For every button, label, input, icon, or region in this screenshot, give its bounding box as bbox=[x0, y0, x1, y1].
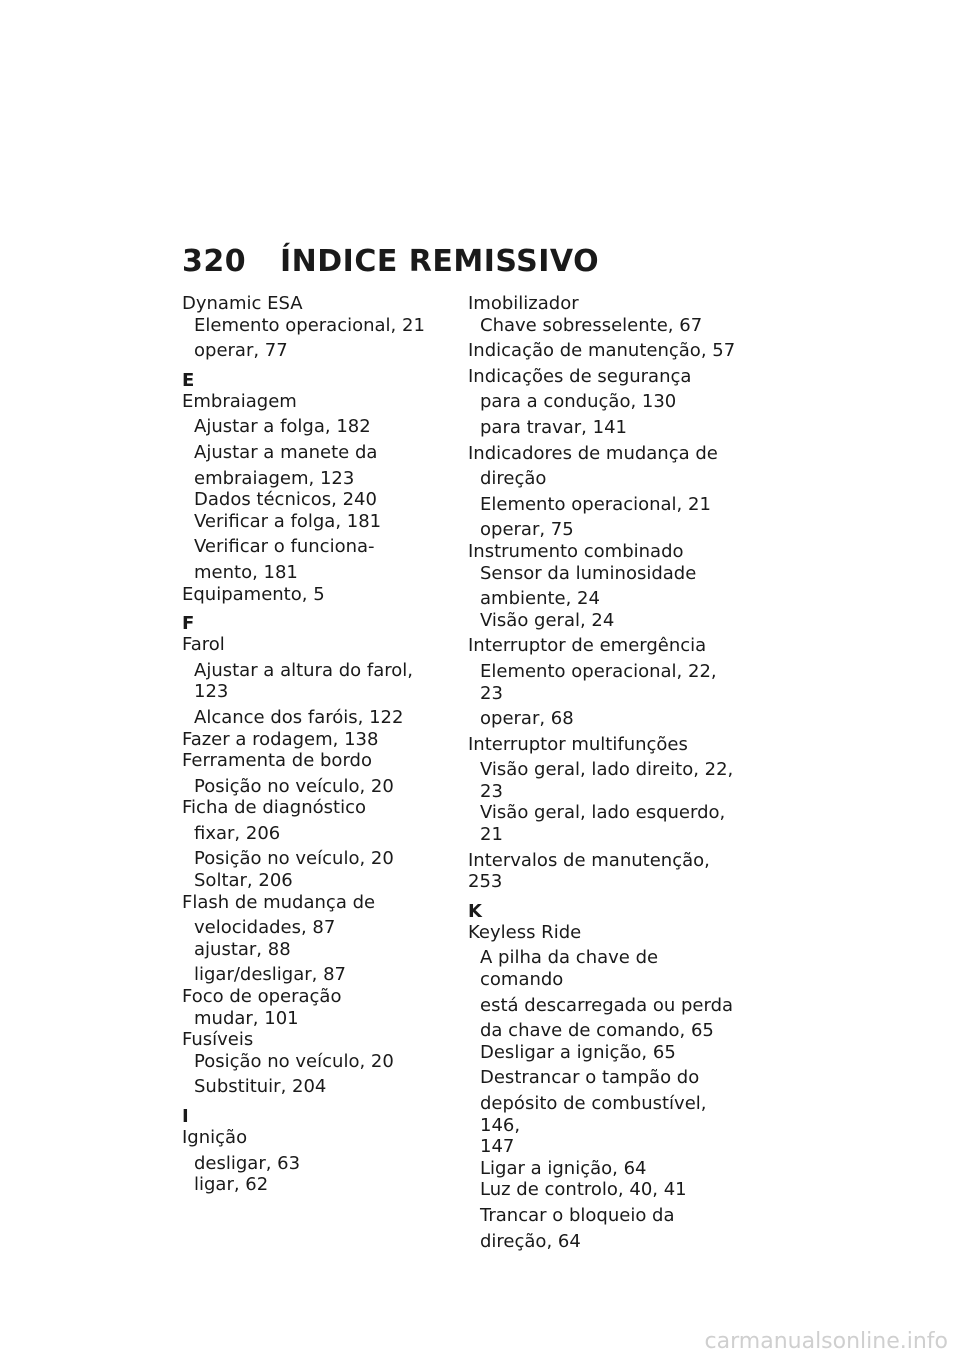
index-subentry: ambiente, 24 bbox=[480, 588, 600, 610]
index-column-right bbox=[468, 293, 738, 1252]
page-title: ÍNDICE REMISSIVO bbox=[280, 244, 600, 279]
index-entry: Embraiagem bbox=[182, 390, 297, 412]
index-entry: Keyless Ride bbox=[468, 921, 582, 943]
index-subentry: mudar, 101 bbox=[194, 1007, 299, 1029]
index-subentry: Visão geral, 24 bbox=[480, 609, 615, 631]
index-subentry: Ajustar a altura do farol, 123 bbox=[194, 659, 413, 703]
index-subentry: Ajustar a folga, 182 bbox=[194, 416, 371, 438]
index-subentry: velocidades, 87 bbox=[194, 917, 336, 939]
index-subentry: embraiagem, 123 bbox=[194, 467, 355, 489]
index-subentry: Dados técnicos, 240 bbox=[194, 489, 377, 511]
index-subentry: está descarregada ou perda bbox=[480, 994, 734, 1016]
index-subentry: Soltar, 206 bbox=[194, 870, 293, 892]
index-entry: Instrumento combinado bbox=[468, 540, 684, 562]
index-subentry: Verificar o funciona- bbox=[194, 536, 375, 558]
index-entry: Fazer a rodagem, 138 bbox=[182, 728, 379, 750]
index-subentry: 23 bbox=[480, 780, 503, 802]
index-subentry: para travar, 141 bbox=[480, 416, 627, 438]
index-entry: Indicadores de mudança de bbox=[468, 442, 718, 464]
index-subentry: Alcance dos faróis, 122 bbox=[194, 706, 404, 728]
index-letter-heading: F bbox=[182, 613, 195, 635]
index-subentry: A pilha da chave de comando bbox=[480, 947, 659, 991]
index-subentry: Posição no veículo, 20 bbox=[194, 848, 394, 870]
index-subentry: Visão geral, lado direito, 22, bbox=[480, 759, 734, 781]
index-subentry: 147 bbox=[480, 1136, 515, 1158]
index-entry: Interruptor de emergência bbox=[468, 635, 707, 657]
index-subentry: da chave de comando, 65 bbox=[480, 1020, 714, 1042]
index-subentry: depósito de combustível, 146, bbox=[480, 1093, 707, 1136]
index-subentry: Luz de controlo, 40, 41 bbox=[480, 1179, 687, 1201]
index-subentry: ligar/desligar, 87 bbox=[194, 964, 347, 986]
index-subentry: ligar, 62 bbox=[194, 1174, 269, 1196]
index-subentry: Visão geral, lado esquerdo, 21 bbox=[480, 802, 726, 846]
index-subentry: para a condução, 130 bbox=[480, 391, 677, 413]
index-column-left bbox=[182, 293, 452, 1196]
index-subentry: operar, 75 bbox=[480, 519, 574, 541]
index-subentry: Ligar a ignição, 64 bbox=[480, 1157, 647, 1179]
index-subentry: Trancar o bloqueio da bbox=[480, 1204, 675, 1226]
index-subentry: operar, 68 bbox=[480, 708, 574, 730]
index-entry: Indicações de segurança bbox=[468, 365, 692, 387]
index-entry: Ignição bbox=[182, 1127, 248, 1148]
index-entry: Ficha de diagnóstico bbox=[182, 797, 366, 819]
index-subentry: Verificar a folga, 181 bbox=[194, 510, 382, 532]
index-entry: Ferramenta de bordo bbox=[182, 750, 372, 772]
watermark: carmanualsonline.info bbox=[704, 1329, 948, 1354]
index-entry: Equipamento, 5 bbox=[182, 583, 325, 605]
index-subentry: Elemento operacional, 22, 23 bbox=[480, 660, 717, 704]
index-subentry: Desligar a ignição, 65 bbox=[480, 1041, 676, 1063]
index-entry: Foco de operação bbox=[182, 986, 342, 1008]
index-letter-heading: K bbox=[468, 900, 482, 922]
index-subentry: direção, 64 bbox=[480, 1230, 581, 1252]
index-subentry: Destrancar o tampão do bbox=[480, 1067, 700, 1089]
index-letter-heading: I bbox=[182, 1106, 189, 1127]
index-subentry: Sensor da luminosidade bbox=[480, 562, 697, 584]
index-entry: Interruptor multifunções bbox=[468, 733, 688, 755]
index-subentry: Substituir, 204 bbox=[194, 1076, 327, 1098]
page-header bbox=[182, 244, 599, 279]
index-entry: Dynamic ESA bbox=[182, 293, 303, 314]
index-entry: Indicação de manutenção, 57 bbox=[468, 340, 736, 362]
index-subentry: Elemento operacional, 21 bbox=[194, 314, 425, 336]
index-subentry: Posição no veículo, 20 bbox=[194, 775, 394, 797]
index-entry: Flash de mudança de bbox=[182, 891, 376, 913]
index-subentry: Elemento operacional, 21 bbox=[480, 493, 711, 515]
index-entry: Fusíveis bbox=[182, 1029, 254, 1051]
index-subentry: direção bbox=[480, 468, 547, 490]
index-subentry: mento, 181 bbox=[194, 561, 298, 583]
index-subentry: desligar, 63 bbox=[194, 1152, 301, 1174]
index-subentry: Chave sobresselente, 67 bbox=[480, 314, 703, 336]
index-entry: Intervalos de manutenção, 253 bbox=[468, 849, 710, 893]
index-subentry: fixar, 206 bbox=[194, 822, 281, 844]
index-entry: Farol bbox=[182, 634, 225, 656]
index-subentry: ajustar, 88 bbox=[194, 938, 291, 960]
index-subentry: Posição no veículo, 20 bbox=[194, 1050, 394, 1072]
index-letter-heading: E bbox=[182, 369, 195, 391]
index-subentry: Ajustar a manete da bbox=[194, 441, 378, 463]
index-subentry: operar, 77 bbox=[194, 340, 288, 362]
index-entry: Imobilizador bbox=[468, 293, 579, 314]
page-number: 320 bbox=[182, 244, 247, 279]
